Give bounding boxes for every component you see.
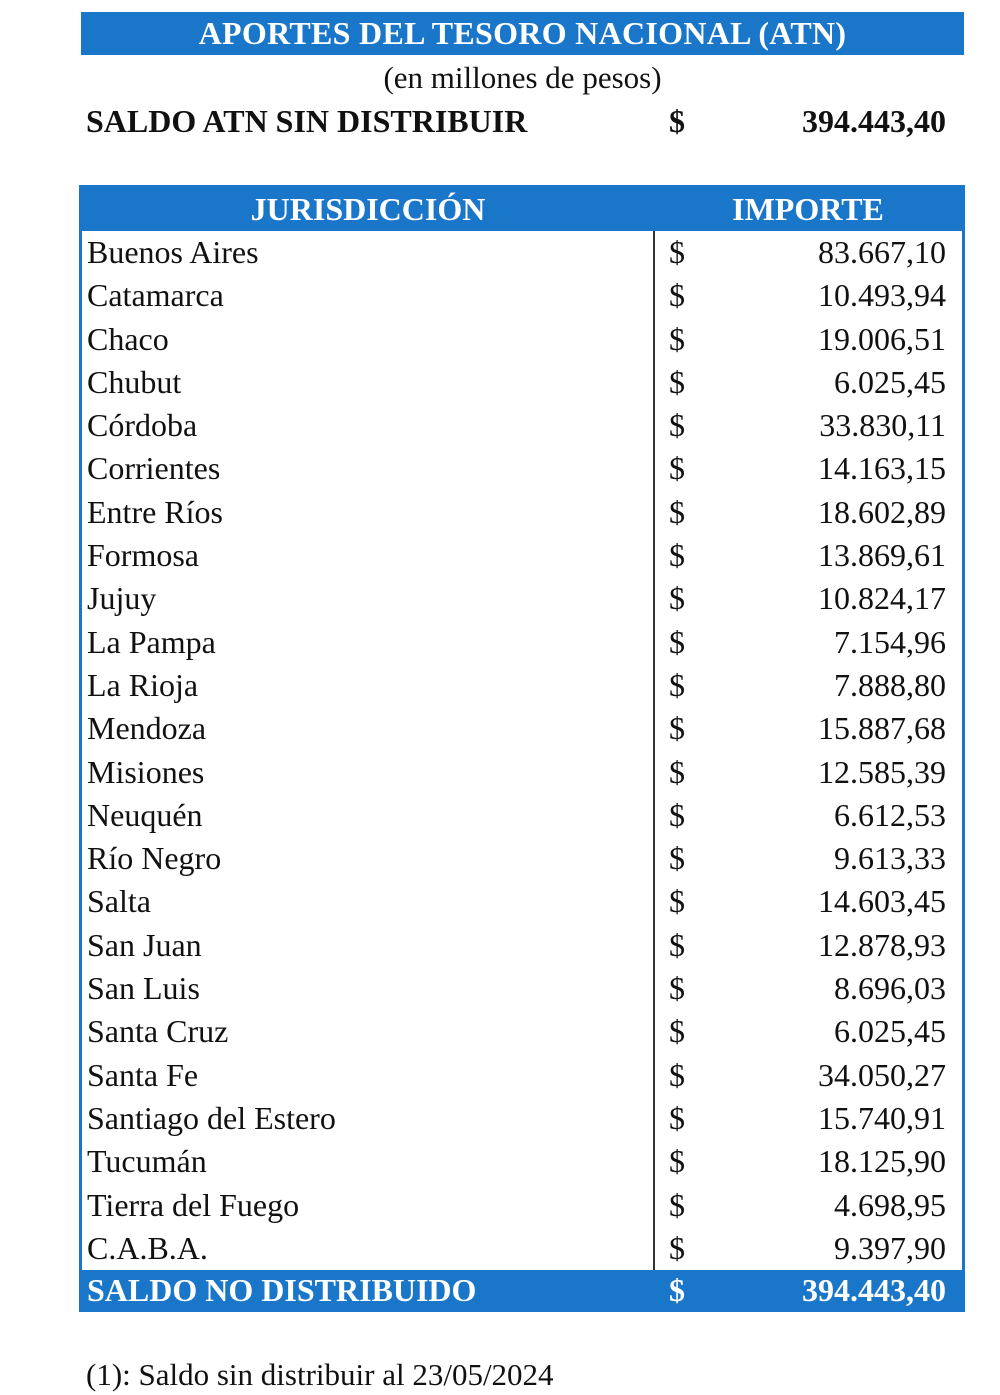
importe-amount: 7.154,96 xyxy=(834,623,946,660)
jurisdiccion-name: La Pampa xyxy=(87,623,216,660)
jurisdiccion-name: La Rioja xyxy=(87,666,199,703)
saldo-summary xyxy=(86,100,946,142)
table-row xyxy=(82,707,962,750)
importe-amount: 83.667,10 xyxy=(818,234,946,270)
footnote: (1): Saldo sin distribuir al 23/05/2024 xyxy=(86,1357,554,1392)
jurisdiccion-name: Buenos Aires xyxy=(87,234,259,270)
jurisdiccion-name: C.A.B.A. xyxy=(87,1229,208,1266)
importe-amount: 14.603,45 xyxy=(818,883,946,920)
currency-symbol: $ xyxy=(669,926,685,963)
table-row xyxy=(82,404,962,447)
table-row xyxy=(82,231,962,274)
jurisdiccion-name: Chaco xyxy=(87,320,169,357)
jurisdiccion-name: Tierra del Fuego xyxy=(87,1186,300,1223)
currency-symbol: $ xyxy=(669,710,685,747)
importe-amount: 13.869,61 xyxy=(818,537,946,574)
currency-symbol: $ xyxy=(669,1143,685,1180)
jurisdiccion-name: Santa Cruz xyxy=(87,1013,229,1050)
currency-symbol: $ xyxy=(669,407,685,444)
table-body xyxy=(82,231,962,1270)
currency-symbol: $ xyxy=(669,363,685,400)
importe-amount: 4.698,95 xyxy=(834,1186,946,1223)
importe-amount: 15.887,68 xyxy=(818,710,946,747)
total-currency: $ xyxy=(669,1272,685,1308)
table-total-row xyxy=(82,1270,962,1309)
currency-symbol: $ xyxy=(669,320,685,357)
table-row xyxy=(82,447,962,490)
importe-amount: 10.493,94 xyxy=(818,277,946,314)
jurisdiccion-name: Santa Fe xyxy=(87,1056,199,1093)
table-row xyxy=(82,534,962,577)
table-row xyxy=(82,924,962,967)
table-row xyxy=(82,274,962,317)
column-header-importe: IMPORTE xyxy=(732,191,884,227)
table-row xyxy=(82,1097,962,1140)
importe-amount: 19.006,51 xyxy=(818,320,946,357)
table-row xyxy=(82,361,962,404)
jurisdiccion-name: Entre Ríos xyxy=(87,493,223,530)
importe-amount: 6.025,45 xyxy=(834,363,946,400)
table-row xyxy=(82,1054,962,1097)
importe-amount: 12.585,39 xyxy=(818,753,946,790)
importe-amount: 18.602,89 xyxy=(818,493,946,530)
table-row xyxy=(82,1140,962,1183)
jurisdiccion-name: Misiones xyxy=(87,753,205,790)
jurisdiccion-name: Salta xyxy=(87,883,151,920)
table-row xyxy=(82,1010,962,1053)
saldo-currency: $ xyxy=(669,103,685,139)
currency-symbol: $ xyxy=(669,753,685,790)
jurisdiccion-name: Río Negro xyxy=(87,840,222,877)
saldo-amount: 394.443,40 xyxy=(802,103,946,139)
currency-symbol: $ xyxy=(669,1099,685,1136)
currency-symbol: $ xyxy=(669,623,685,660)
currency-symbol: $ xyxy=(669,1056,685,1093)
table-row xyxy=(82,1227,962,1270)
currency-symbol: $ xyxy=(669,493,685,530)
currency-symbol: $ xyxy=(669,666,685,703)
jurisdiccion-name: Jujuy xyxy=(87,580,157,617)
table-row xyxy=(82,664,962,707)
importe-amount: 34.050,27 xyxy=(818,1056,946,1093)
importe-amount: 10.824,17 xyxy=(818,580,946,617)
table-row xyxy=(82,318,962,361)
currency-symbol: $ xyxy=(669,234,685,270)
importe-amount: 12.878,93 xyxy=(818,926,946,963)
currency-symbol: $ xyxy=(669,580,685,617)
jurisdiccion-name: Tucumán xyxy=(87,1143,207,1180)
importe-amount: 8.696,03 xyxy=(834,970,946,1007)
report-subtitle: (en millones de pesos) xyxy=(383,60,662,95)
importe-amount: 14.163,15 xyxy=(818,450,946,487)
jurisdiccion-name: Santiago del Estero xyxy=(87,1099,336,1136)
jurisdiccion-name: Mendoza xyxy=(87,710,207,747)
importe-amount: 33.830,11 xyxy=(819,407,946,444)
currency-symbol: $ xyxy=(669,883,685,920)
table-row xyxy=(82,967,962,1010)
jurisdiccion-name: Neuquén xyxy=(87,796,203,833)
importe-amount: 9.397,90 xyxy=(834,1229,946,1266)
table-row xyxy=(82,794,962,837)
table-row xyxy=(82,491,962,534)
currency-symbol: $ xyxy=(669,1229,685,1266)
jurisdiccion-name: Chubut xyxy=(87,363,182,400)
jurisdiccion-name: Córdoba xyxy=(87,407,198,444)
total-label: SALDO NO DISTRIBUIDO xyxy=(87,1272,477,1308)
distribution-table xyxy=(79,185,965,1312)
total-amount: 394.443,40 xyxy=(802,1272,946,1308)
currency-symbol: $ xyxy=(669,1186,685,1223)
column-header-jurisdiccion: JURISDICCIÓN xyxy=(250,191,486,227)
importe-amount: 15.740,91 xyxy=(818,1099,946,1136)
currency-symbol: $ xyxy=(669,537,685,574)
table-row xyxy=(82,751,962,794)
importe-amount: 7.888,80 xyxy=(834,666,946,703)
table-row xyxy=(82,1184,962,1227)
currency-symbol: $ xyxy=(669,796,685,833)
currency-symbol: $ xyxy=(669,450,685,487)
importe-amount: 6.025,45 xyxy=(834,1013,946,1050)
jurisdiccion-name: Formosa xyxy=(87,537,199,574)
currency-symbol: $ xyxy=(669,970,685,1007)
table-row xyxy=(82,837,962,880)
jurisdiccion-name: San Luis xyxy=(87,970,200,1007)
importe-amount: 18.125,90 xyxy=(818,1143,946,1180)
importe-amount: 6.612,53 xyxy=(834,796,946,833)
jurisdiccion-name: Catamarca xyxy=(87,277,224,314)
currency-symbol: $ xyxy=(669,1013,685,1050)
table-row xyxy=(82,577,962,620)
saldo-label: SALDO ATN SIN DISTRIBUIR xyxy=(86,103,528,139)
report-title: APORTES DEL TESORO NACIONAL (ATN) xyxy=(81,12,964,55)
table-header xyxy=(82,188,962,231)
table-row xyxy=(82,880,962,923)
importe-amount: 9.613,33 xyxy=(834,840,946,877)
jurisdiccion-name: San Juan xyxy=(87,926,202,963)
currency-symbol: $ xyxy=(669,277,685,314)
jurisdiccion-name: Corrientes xyxy=(87,450,221,487)
currency-symbol: $ xyxy=(669,840,685,877)
table-row xyxy=(82,621,962,664)
